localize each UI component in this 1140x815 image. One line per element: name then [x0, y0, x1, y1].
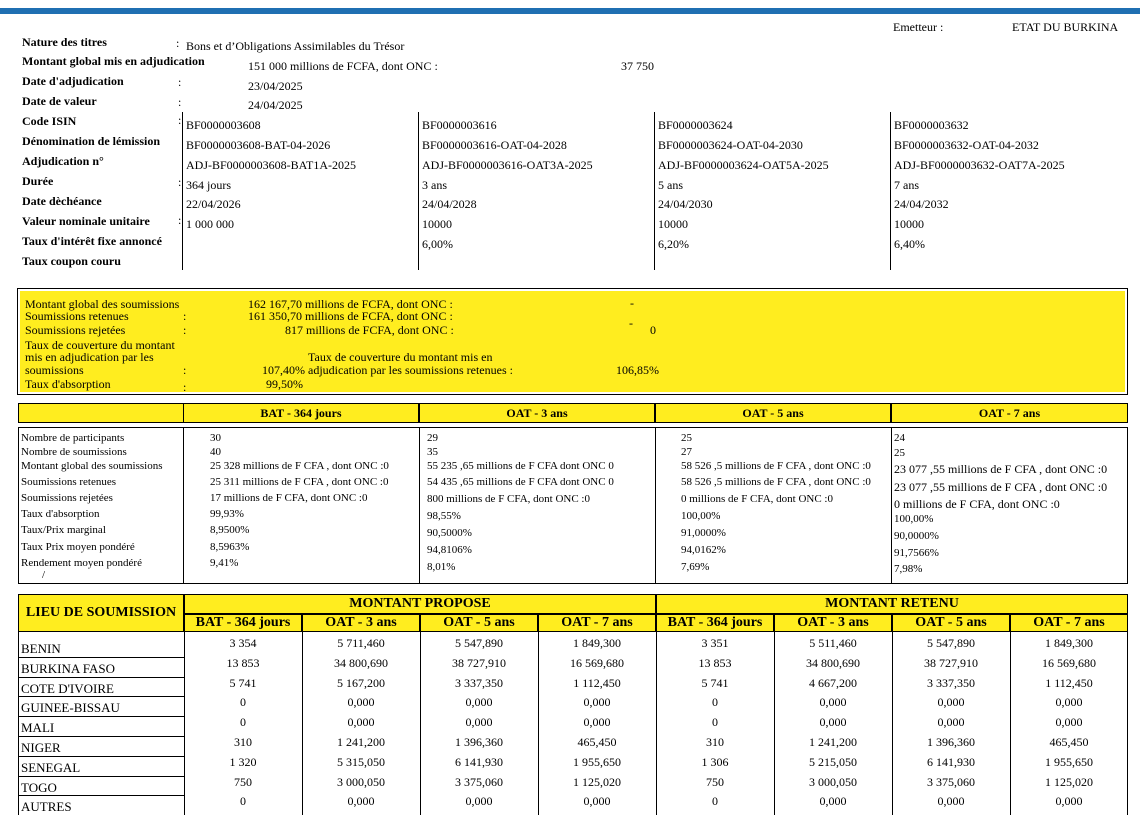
nominal-value: 10000: [422, 217, 452, 231]
taux-value: 6,20%: [658, 237, 689, 251]
table-cell: 3 337,350: [927, 675, 975, 690]
table-cell: 0,000: [347, 695, 375, 710]
detail-cell: 98,55%: [427, 510, 461, 522]
sub-header: OAT - 3 ans: [302, 614, 420, 632]
table-cell: 1 320: [229, 754, 257, 769]
table-cell: 13 853: [226, 655, 260, 670]
table-cell: 750: [234, 774, 252, 789]
table-cell: 0,000: [347, 794, 375, 809]
summary-rejetees-dash: -: [629, 316, 633, 330]
sub-header: OAT - 7 ans: [1010, 614, 1128, 632]
country-label: BURKINA FASO: [21, 660, 116, 676]
detail-cell: 40: [210, 446, 221, 458]
detail-row-label: Montant global des soumissions: [21, 460, 163, 472]
sub-header: OAT - 3 ans: [774, 614, 892, 632]
col-divider: [418, 112, 419, 270]
colon: :: [178, 213, 182, 227]
detail-cell: 100,00%: [681, 510, 721, 522]
detail-cell: 25: [894, 447, 905, 459]
row-divider: [18, 716, 184, 717]
coupon-label: Taux coupon couru: [22, 254, 121, 268]
detail-row-label: Taux/Prix marginal: [21, 524, 106, 536]
sub-header: BAT - 364 jours: [184, 614, 302, 632]
table-cell: 0,000: [465, 794, 493, 809]
table-cell: 3 337,350: [455, 675, 503, 690]
table-cell: 0,000: [583, 695, 611, 710]
table-cell: 310: [706, 735, 724, 749]
nominal-label: Valeur nominale unitaire: [22, 214, 150, 228]
table-cell: 4 667,200: [809, 675, 857, 690]
table-cell: 310: [234, 735, 252, 749]
detail-cell: 25: [681, 432, 692, 444]
adj-value: ADJ-BF0000003632-OAT7A-2025: [894, 158, 1065, 172]
taux-value: 6,00%: [422, 237, 453, 251]
date-val-label: Date de valeur: [22, 94, 97, 108]
isin-value: BF0000003608: [186, 118, 261, 132]
sub-header: OAT - 5 ans: [420, 614, 538, 632]
colon: :: [178, 75, 182, 89]
detail-cell: 94,0162%: [681, 544, 726, 556]
country-label: COTE D'IVOIRE: [21, 680, 114, 696]
summary-couverture-label: Taux de couverture du montant: [25, 338, 175, 352]
nature-label: Nature des titres: [22, 35, 107, 49]
table-cell: 3 351: [701, 636, 729, 650]
detail-row-label: Taux d'absorption: [21, 508, 100, 520]
adj-value: ADJ-BF0000003608-BAT1A-2025: [186, 158, 357, 172]
table-cell: 1 241,200: [337, 735, 385, 749]
detail-row-label: Nombre de participants: [21, 432, 125, 444]
detail-cell: 30: [210, 432, 221, 444]
table-cell: 13 853: [698, 655, 732, 670]
country-label: AUTRES: [21, 799, 72, 815]
detail-row-label: Soumissions retenues: [21, 476, 117, 488]
table-cell: 0,000: [1055, 794, 1083, 809]
nominal-value: 10000: [658, 217, 688, 231]
detail-header-oat5: OAT - 5 ans: [655, 403, 891, 423]
detail-cell: 94,8106%: [427, 544, 472, 556]
date-val-value: 24/04/2025: [248, 98, 303, 112]
isin-value: BF0000003624: [658, 118, 733, 132]
table-cell: 0: [712, 695, 718, 710]
detail-cell: 8,01%: [427, 561, 456, 573]
table-cell: 6 141,930: [927, 754, 975, 769]
isin-value: BF0000003632: [894, 118, 969, 132]
detail-cell: 7,69%: [681, 561, 710, 573]
summary-global-value: 162 167,70 millions de FCFA, dont ONC :: [248, 297, 453, 311]
summary-couverture-label: soumissions: [25, 363, 84, 377]
row-divider: [18, 756, 184, 757]
detail-cell: 91,7566%: [894, 547, 939, 559]
colon: :: [183, 380, 187, 394]
denom-value: BF0000003616-OAT-04-2028: [422, 138, 567, 152]
adj-value: ADJ-BF0000003624-OAT5A-2025: [658, 158, 829, 172]
table-cell: 1 112,450: [1045, 675, 1093, 690]
summary-rejetees-label: Soumissions rejetées: [25, 323, 126, 337]
detail-cell: 17 millions de F CFA, dont ONC :0: [210, 492, 368, 504]
table-cell: 750: [706, 774, 724, 789]
table-cell: 3 354: [229, 636, 257, 650]
table-cell: 0,000: [819, 715, 847, 730]
duree-value: 364 jours: [186, 178, 231, 192]
table-cell: 0,000: [465, 715, 493, 730]
table-cell: 0,000: [583, 715, 611, 730]
table-cell: 0,000: [1055, 695, 1083, 710]
montant-label: Montant global mis en adjudication: [22, 54, 205, 68]
detail-row-label: Taux Prix moyen pondéré: [21, 541, 135, 553]
table-cell: 0,000: [583, 794, 611, 809]
table-cell: 1 306: [701, 754, 729, 769]
table-cell: 5 547,890: [927, 636, 975, 650]
montant-value: 151 000 millions de FCFA, dont ONC :: [248, 59, 438, 73]
colon: :: [176, 36, 180, 50]
table-cell: 1 125,020: [1045, 774, 1093, 789]
table-cell: 16 569,680: [570, 655, 624, 670]
emetteur-value: ETAT DU BURKINA: [1012, 20, 1119, 34]
summary-global-label: Montant global des soumissions: [25, 297, 180, 311]
table-cell: 0,000: [347, 715, 375, 730]
detail-header-oat3: OAT - 3 ans: [419, 403, 655, 423]
table-cell: 465,450: [1049, 735, 1089, 749]
row-divider: [18, 736, 184, 737]
summary-couverture-label: mis en adjudication par les: [25, 350, 154, 364]
country-label: NIGER: [21, 740, 61, 755]
table-cell: 3 375,060: [927, 774, 975, 789]
sub-header: OAT - 5 ans: [892, 614, 1010, 632]
summary-couverture2-label: Taux de couverture du montant mis en: [308, 350, 493, 364]
detail-cell: 800 millions de F CFA, dont ONC :0: [427, 493, 590, 505]
table-cell: 0,000: [937, 695, 965, 710]
top-accent-bar: [0, 8, 1140, 14]
table-cell: 5 167,200: [337, 675, 385, 690]
duree-value: 3 ans: [422, 178, 447, 192]
detail-cell: 90,5000%: [427, 527, 472, 539]
table-cell: 6 141,930: [455, 754, 503, 769]
detail-extra-mark: /: [42, 569, 46, 581]
taux-label: Taux d'intérêt fixe annoncé: [22, 234, 162, 248]
detail-header-bat: BAT - 364 jours: [183, 403, 419, 423]
country-label: GUINEE-BISSAU: [21, 700, 120, 716]
nominal-value: 10000: [894, 217, 924, 231]
detail-cell: 58 526 ,5 millions de F CFA , dont ONC :0: [681, 476, 871, 488]
row-divider: [18, 657, 184, 658]
detail-cell: 23 077 ,55 millions de F CFA , dont ONC :0: [894, 462, 1108, 476]
table-cell: 0: [712, 715, 718, 730]
echeance-value: 22/04/2026: [186, 197, 241, 211]
table-cell: 0: [240, 695, 246, 710]
detail-cell: 25 328 millions de F CFA , dont ONC :0: [210, 460, 389, 472]
row-divider: [18, 776, 184, 777]
summary-couverture2-label: adjudication par les soumissions retenues :: [308, 363, 513, 377]
summary-couverture-value: 107,40%: [262, 363, 305, 377]
col-divider: [419, 427, 420, 584]
table-cell: 0,000: [1055, 715, 1083, 730]
detail-cell: 100,00%: [894, 513, 934, 525]
table-cell: 465,450: [577, 735, 617, 749]
country-label: SENEGAL: [21, 759, 81, 775]
col-divider: [655, 427, 656, 584]
table-cell: 1 396,360: [455, 735, 503, 749]
table-cell: 5 215,050: [809, 754, 857, 769]
table-cell: 0: [712, 794, 718, 809]
nature-value: Bons et d’Obligations Assimilables du Trésor: [186, 39, 405, 53]
table-cell: 34 800,690: [334, 655, 388, 670]
detail-cell: 90,0000%: [894, 530, 939, 542]
detail-cell: 9,41%: [210, 557, 239, 569]
summary-retenues-value: 161 350,70 millions de FCFA, dont ONC :: [248, 309, 453, 323]
col-divider: [183, 427, 184, 584]
date-adj-value: 23/04/2025: [248, 79, 303, 93]
table-cell: 0,000: [937, 794, 965, 809]
table-cell: 0: [240, 715, 246, 730]
table-cell: 5 711,460: [337, 636, 385, 650]
detail-row-label: Nombre de soumissions: [21, 446, 127, 458]
row-divider: [18, 696, 184, 697]
detail-cell: 25 311 millions de F CFA , dont ONC :0: [210, 476, 389, 488]
table-cell: 1 125,020: [573, 774, 621, 789]
detail-cell: 91,0000%: [681, 527, 726, 539]
detail-cell: 58 526 ,5 millions de F CFA , dont ONC :0: [681, 460, 871, 472]
table-cell: 0,000: [819, 794, 847, 809]
summary-absorption-value: 99,50%: [266, 377, 303, 391]
adj-label: Adjudication n°: [22, 154, 104, 168]
duree-value: 5 ans: [658, 178, 683, 192]
row-divider: [18, 677, 184, 678]
table-cell: 1 241,200: [809, 735, 857, 749]
duree-value: 7 ans: [894, 178, 919, 192]
table-cell: 5 547,890: [455, 636, 503, 650]
detail-cell: 55 235 ,65 millions de F CFA dont ONC 0: [427, 460, 614, 472]
group-montant-propose: MONTANT PROPOSE: [184, 594, 656, 614]
table-cell: 1 849,300: [573, 636, 621, 650]
detail-cell: 35: [427, 446, 438, 458]
colon: :: [183, 363, 187, 377]
table-cell: 1 955,650: [1045, 754, 1093, 769]
detail-cell: 24: [894, 432, 905, 444]
denom-value: BF0000003632-OAT-04-2032: [894, 138, 1039, 152]
table-cell: 16 569,680: [1042, 655, 1096, 670]
col-divider: [182, 112, 183, 270]
table-cell: 5 741: [229, 675, 257, 690]
country-label: TOGO: [21, 779, 57, 795]
table-cell: 1 112,450: [573, 675, 621, 690]
table-cell: 38 727,910: [924, 655, 978, 670]
adj-value: ADJ-BF0000003616-OAT3A-2025: [422, 158, 593, 172]
echeance-value: 24/04/2028: [422, 197, 477, 211]
table-cell: 0,000: [465, 695, 493, 710]
detail-cell: 8,5963%: [210, 541, 250, 553]
table-cell: 5 741: [701, 675, 729, 690]
table-cell: 5 511,460: [809, 636, 857, 650]
table-cell: 38 727,910: [452, 655, 506, 670]
table-cell: 1 849,300: [1045, 636, 1093, 650]
row-divider: [18, 795, 184, 796]
sub-header: OAT - 7 ans: [538, 614, 656, 632]
country-label: MALI: [21, 720, 55, 736]
denom-label: Dénomination de lémission: [22, 134, 161, 148]
summary-absorption-label: Taux d'absorption: [25, 377, 111, 391]
duree-label: Durée: [22, 174, 54, 188]
summary-retenues-label: Soumissions retenues: [25, 309, 129, 323]
country-label: BENIN: [21, 641, 61, 656]
detail-cell: 23 077 ,55 millions de F CFA , dont ONC :0: [894, 480, 1108, 494]
detail-row-label: Rendement moyen pondéré: [21, 557, 142, 569]
lieu-title: LIEU DE SOUMISSION: [18, 594, 184, 632]
col-divider: [890, 112, 891, 270]
table-cell: 0,000: [937, 715, 965, 730]
table-cell: 1 955,650: [573, 754, 621, 769]
denom-value: BF0000003624-OAT-04-2030: [658, 138, 803, 152]
table-cell: 34 800,690: [806, 655, 860, 670]
colon: :: [178, 113, 182, 127]
nominal-value: 1 000 000: [186, 217, 234, 231]
table-cell: 5 315,050: [337, 754, 385, 769]
echeance-label: Date dèchéance: [22, 194, 102, 208]
grid-line: [18, 632, 19, 815]
isin-label: Code ISIN: [22, 114, 77, 128]
detail-cell: 0 millions de F CFA, dont ONC :0: [894, 497, 1060, 511]
detail-cell: 29: [427, 432, 438, 444]
montant-onc: 37 750: [621, 59, 654, 73]
detail-cell: 27: [681, 446, 692, 458]
summary-box: [17, 288, 1128, 395]
isin-value: BF0000003616: [422, 118, 497, 132]
table-cell: 1 396,360: [927, 735, 975, 749]
detail-cell: 0 millions de F CFA, dont ONC :0: [681, 493, 833, 505]
detail-cell: 8,9500%: [210, 524, 250, 536]
summary-couverture2-value: 106,85%: [616, 363, 659, 377]
summary-global-onc: -: [630, 296, 634, 310]
table-cell: 0,000: [819, 695, 847, 710]
detail-header-oat7: OAT - 7 ans: [891, 403, 1128, 423]
table-cell: 3 000,050: [809, 774, 857, 789]
emetteur-label: Emetteur :: [893, 20, 944, 34]
colon: :: [183, 323, 187, 337]
col-divider: [654, 112, 655, 270]
table-cell: 3 000,050: [337, 774, 385, 789]
summary-rejetees-value: 817 millions de FCFA, dont ONC :: [285, 323, 454, 337]
detail-cell: 7,98%: [894, 563, 923, 575]
denom-value: BF0000003608-BAT-04-2026: [186, 138, 331, 152]
colon: :: [178, 95, 182, 109]
echeance-value: 24/04/2030: [658, 197, 713, 211]
detail-cell: 99,93%: [210, 508, 244, 520]
table-cell: 0: [240, 794, 246, 809]
col-divider: [891, 427, 892, 584]
detail-cell: 54 435 ,65 millions de F CFA dont ONC 0: [427, 476, 614, 488]
table-cell: 3 375,060: [455, 774, 503, 789]
echeance-value: 24/04/2032: [894, 197, 949, 211]
detail-row-label: Soumissions rejetées: [21, 492, 113, 504]
sub-header: BAT - 364 jours: [656, 614, 774, 632]
colon: :: [183, 309, 187, 323]
taux-value: 6,40%: [894, 237, 925, 251]
colon: :: [178, 175, 182, 189]
date-adj-label: Date d'adjudication: [22, 74, 124, 88]
group-montant-retenu: MONTANT RETENU: [656, 594, 1128, 614]
summary-rejetees-onc: 0: [650, 323, 656, 337]
